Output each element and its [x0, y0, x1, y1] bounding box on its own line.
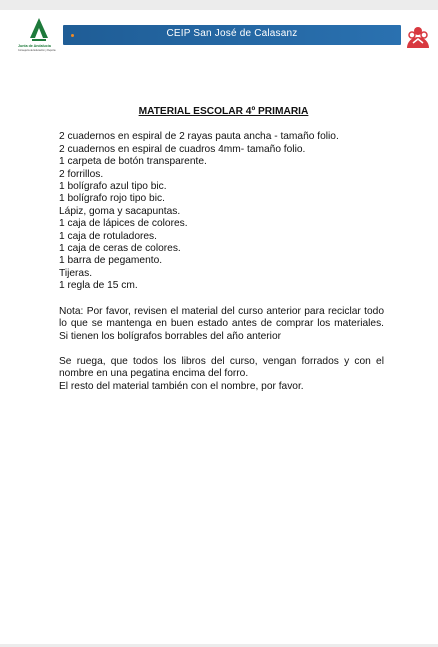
list-item: 1 caja de ceras de colores.: [59, 243, 181, 255]
school-banner: [63, 25, 401, 45]
andalucia-emblem-icon: [28, 18, 50, 42]
logo-subtitle: Consejería de Educación y Deporte: [18, 49, 56, 52]
list-item: Tijeras.: [59, 267, 93, 279]
list-item: 1 regla de 15 cm.: [59, 280, 138, 292]
junta-andalucia-logo: [18, 18, 62, 60]
list-item: 1 barra de pegamento.: [59, 255, 163, 267]
request-text: Se ruega, que todos los libros del curso, vengan forrados y con el nombre en una pegatina encima del forro.: [59, 355, 384, 380]
list-item: 1 caja de rotuladores.: [59, 230, 157, 242]
list-item: 2 forrillos.: [59, 168, 104, 180]
list-item: Lápiz, goma y sacapuntas.: [59, 205, 181, 217]
document-body: [59, 106, 384, 393]
document-page: [0, 10, 438, 644]
material-list: [59, 131, 384, 292]
school-logo: [404, 24, 432, 50]
list-item: 2 cuadernos en espiral de cuadros 4mm- tamaño folio.: [59, 143, 306, 155]
list-item: 2 cuadernos en espiral de 2 rayas pauta ancha - tamaño folio.: [59, 131, 339, 143]
logo-title: Junta de Andalucía: [18, 44, 51, 48]
note-paragraph: Nota: Por favor, revisen el material del curso anterior para reciclar todo lo que se mantenga en buen estado antes de comprar los materiales. Si tienen los bolígrafos borrables del año anterior: [59, 305, 384, 342]
list-item: 1 bolígrafo azul tipo bic.: [59, 181, 167, 193]
list-item: 1 carpeta de botón transparente.: [59, 156, 207, 168]
document-header: [0, 10, 438, 62]
document-title: MATERIAL ESCOLAR 4º PRIMARIA: [138, 106, 309, 117]
list-item: 1 caja de lápices de colores.: [59, 218, 188, 230]
request-text-2: El resto del material también con el nombre, por favor.: [59, 380, 304, 392]
school-emblem-icon: [404, 24, 432, 50]
school-name: CEIP San José de Calasanz: [166, 28, 298, 39]
list-item: 1 bolígrafo rojo tipo bic.: [59, 193, 165, 205]
request-paragraph: [59, 356, 384, 393]
